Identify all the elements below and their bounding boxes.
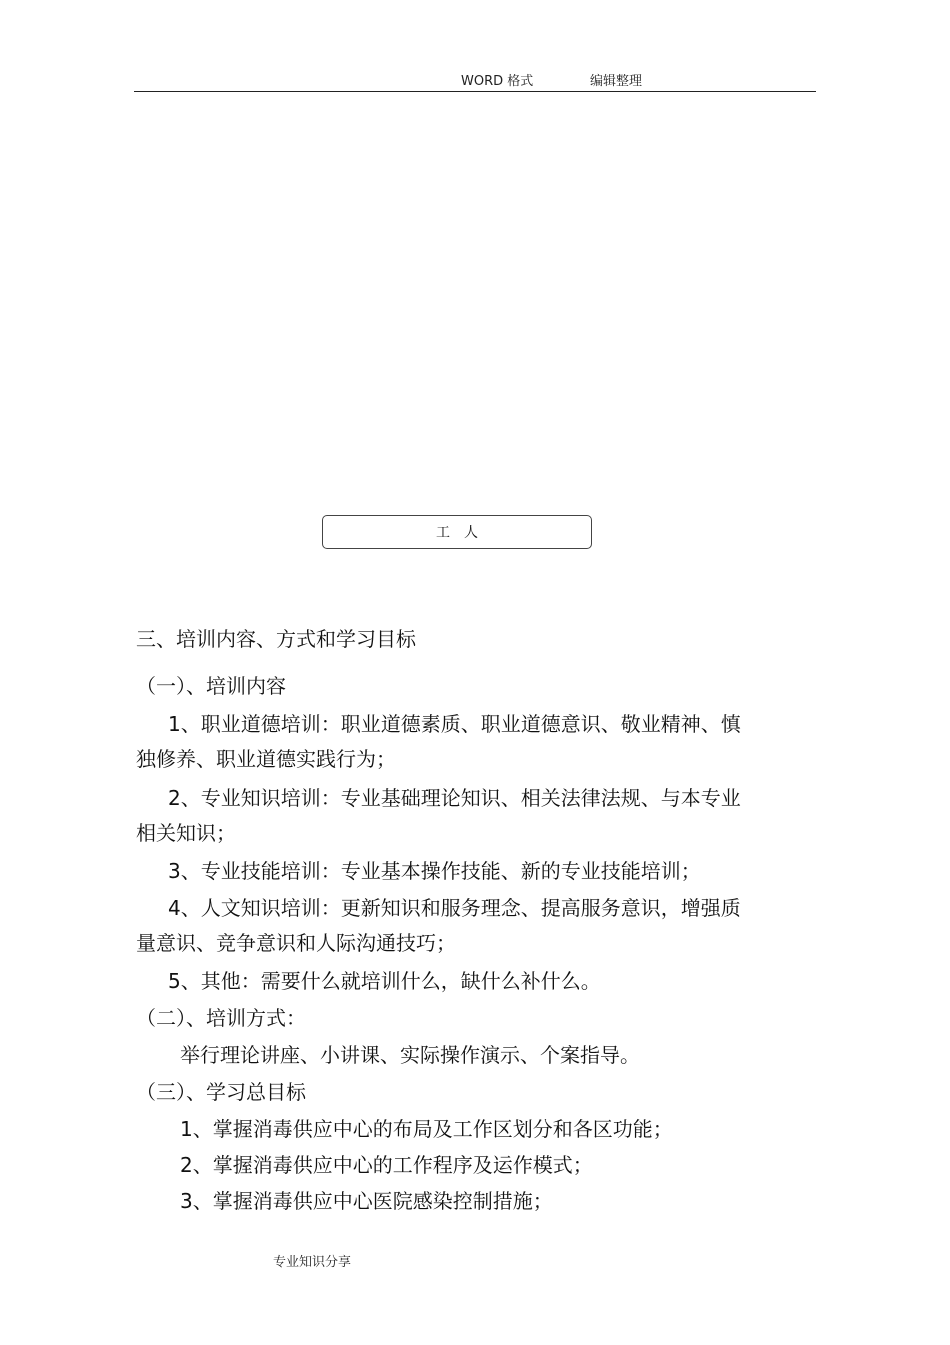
content-heading: （一）、培训内容 — [136, 674, 286, 698]
method-heading: （二）、培训方式： — [136, 1006, 306, 1030]
section-title: 三、培训内容、方式和学习目标 — [136, 627, 416, 651]
content-item-3-line1: 3、专业技能培训：专业基本操作技能、新的专业技能培训； — [168, 859, 701, 883]
content-item-1-line2: 独修养、职业道德实践行为； — [136, 747, 396, 771]
content-item-4-line2: 量意识、竞争意识和人际沟通技巧； — [136, 931, 456, 955]
content-item-2-line1: 2、专业知识培训：专业基础理论知识、相关法律法规、与本专业 — [168, 786, 741, 810]
content-item-4-line1: 4、人文知识培训：更新知识和服务理念、提高服务意识，增强质 — [168, 896, 741, 920]
method-text: 举行理论讲座、小讲课、实际操作演示、个案指导。 — [180, 1043, 640, 1067]
content-item-5-line1: 5、其他：需要什么就培训什么，缺什么补什么。 — [168, 969, 601, 993]
content-item-1-line1: 1、职业道德培训：职业道德素质、职业道德意识、敬业精神、慎 — [168, 712, 741, 736]
goal-item-2: 2、掌握消毒供应中心的工作程序及运作模式； — [180, 1153, 593, 1177]
diagram-box-worker: 工人 — [322, 515, 592, 549]
header-format-label: WORD 格式 — [461, 74, 534, 89]
footer-label: 专业知识分享 — [273, 1255, 352, 1270]
header-edit-label: 编辑整理 — [590, 74, 643, 89]
goal-item-3: 3、掌握消毒供应中心医院感染控制措施； — [180, 1189, 553, 1213]
goal-item-1: 1、掌握消毒供应中心的布局及工作区划分和各区功能； — [180, 1117, 673, 1141]
header-divider — [134, 91, 816, 92]
goals-heading: （三）、学习总目标 — [136, 1080, 306, 1104]
content-item-2-line2: 相关知识； — [136, 821, 236, 845]
